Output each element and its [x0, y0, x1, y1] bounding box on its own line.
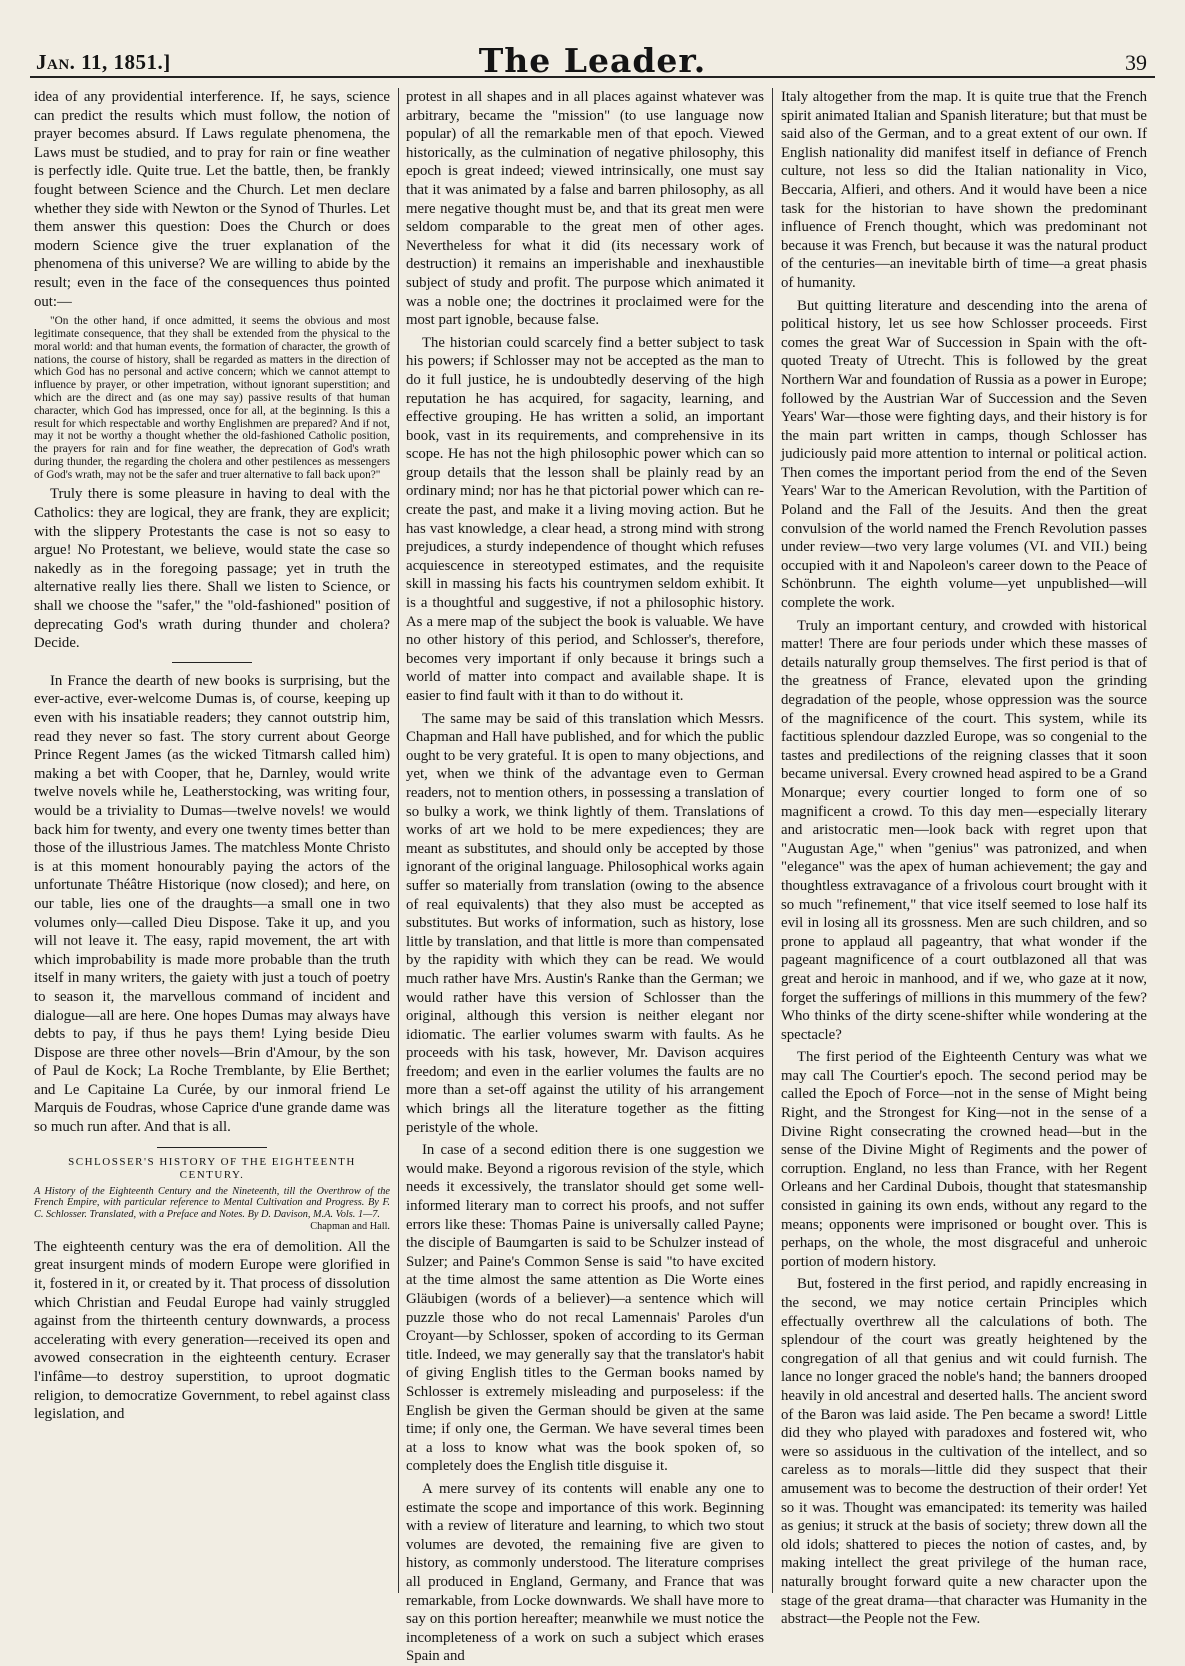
paragraph: Truly an important century, and crowded with historical matter! There are four periods under which these masses of details naturally group themselves. The first period is that of the greatness of France, elevated upon the grinding degradation of the people, whose oppression was the source of the magnificence of the court. This system, while its factitious splendour dazzled Europe, was so congenial to the tastes and predilections of the reigning classes that it soon became universal. Every crowned head aspired to be a Grand Monarque; every courtier longed to form one of so magnificent a crowd. To this day men—especially literary and aristocratic men—look back with regret upon that "Augustan Age," when "genius" was patronized, and when "elegance" was the apex of human achievement; the gay and thoughtless extravagance of a frivolous court brought with it so much "refinement," that vice itself seemed to lose half its evil in losing all its grossness. Men are such children, and so prone to applaud all pageantry, that what wonder if the pageant magnificence of a court outblazoned all that was great and heroic in manhood, and if we, who gaze at it now, forget the sufferings of millions in this mummery of the few? Who thinks of the dirty scene-shifter while wondering at the spectacle? [781, 617, 1147, 1043]
column-1 [34, 88, 390, 1590]
column-2 [406, 88, 764, 1665]
separator-rule [172, 662, 252, 663]
paragraph: idea of any providential interference. If, he says, science can predict the results which must follow, the notion of prayer becomes absurd. If Laws regulate phenomena, the Laws must be studied, and to pray for rain or fine weather is perfectly idle. Quite true. Let the battle, then, be frankly fought between Science and the Church. Let men declare whether they side with Newton or the Synod of Thurles. Let them answer this question: Does the Church or does modern Science give the truer explanation of the phenomena of this universe? We are willing to abide by the result; even in the face of the consequences thus pointed out:— [34, 89, 391, 310]
paragraph: The eighteenth century was the era of demolition. All the great insurgent minds of modern Europe were glorified in it, fostered in it, or created by it. That process of dissolution which Christian and Feudal Europe had vainly struggled against from the thirteenth century downwards, a process accelerating with every generation—received its open and avowed consecration in the eighteenth century. Ecraser l'infâme—to destroy superstition, to uproot dogmatic religion, to democratize Government, to rebel against class legislation, and [34, 1238, 390, 1423]
citation-text: A History of the Eighteenth Century and the Nineteenth, till the Overthrow of the French Empire, with particular reference to Mental Cultivation and Progress. By F. C. Schlosser. Translated, with a Preface and Notes. By D. Davison, M.A. Vols. 1—7. [34, 1185, 390, 1221]
paragraph: In France the dearth of new books is surprising, but the ever-active, ever-welcome Dumas is, of course, keeping up even with his insatiable readers; they cannot outstrip him, read they never so fast. The story current about George Prince Regent James (as the wicked Titmarsh called him) making a bet with Cooper, that he, Darnley, would write twelve novels while he, Leatherstocking, was writing four, would be a triviality to Dumas—twelve novels! we would back him for twenty, and every one twenty times better than those of the illustrious James. The matchless Monte Christo is at this moment honourably paying the actors of the unfortunate Théâtre Historique (now closed); and here, on our table, lies one of the draughts—a small one in two volumes only—called Dieu Dispose. Take it up, and you will not leave it. The easy, rapid movement, the art with which improbability is made more probable than the truth itself in many writers, the gaiety with just a touch of poetry to season it, the marvellous command of incident and dialogue—all are here. One hopes Dumas may always have debts to pay, if thus he pays them! Lying beside Dieu Dispose are three other novels—Brin d'Amour, by the son of Paul de Kock; La Roche Tremblante, by Elie Berthet; and Le Capitaine La Curée, by our inmoral friend Le Marquis de Foudras, whose Caprice d'une grande dame was so much run after. And that is all. [34, 672, 390, 1136]
issue-date: Jan. 11, 1851.] [36, 50, 171, 74]
paragraph: The historian could scarcely find a better subject to task his powers; if Schlosser may not be accepted as the man to do it full justice, he is undoubtedly deserving of the high reputation he has acquired, for sagacity, learning, and effective grouping. He has written a solid, an important book, vast in its requirements, and comprehensive in its scope. He has not the high philosophic power which can so group details that the lesson shall be plainly read by an ordinary mind; nor has he that pictorial power which can re-create the past, and make it a living moving action. But he has vast knowledge, a clear head, a strong mind with strong prejudices, a sturdy independence of thought which refuses acquiescence in stereotyped estimates, and the requisite skill in massing his facts his countrymen seldom exhibit. It is a thoughtful and suggestive, if not a philosophic history. As a mere map of the subject the book is valuable. We have no other history of this period, and Schlosser's, therefore, becomes very important if only because it brings such a world of matter into compact and available shape. It is easier to find fault with it than to do without it. [406, 334, 764, 704]
paragraph: Truly there is some pleasure in having to deal with the Catholics: they are logical, they are frank, they are explicit; with the slippery Protestants the case is not so easy to argue! No Protestant, we believe, would state the case so nakedly as in the foregoing passage; yet in truth the alternative really lies there. Shall we listen to Science, or shall we choose the "safer," the "old-fashioned" position of deprecating God's wrath during thunder and cholera? Decide. [34, 486, 390, 652]
column-3 [781, 88, 1147, 1628]
section-title: SCHLOSSER'S HISTORY OF THE EIGHTEENTH CENTURY. [68, 1155, 356, 1181]
book-citation [34, 1186, 390, 1233]
publisher: Chapman and Hall. [310, 1221, 390, 1233]
page-number: 39 [1125, 50, 1147, 75]
page-header [30, 40, 1155, 78]
paragraph: But, fostered in the first period, and rapidly encreasing in the second, we may notice certain Principles which effectually overthrew all the calculations of both. The splendour of the court was greatly heightened by the congregation of all that genius and wit could furnish. The lance no longer graced the noble's hand; the banners drooped heavily in old ancestral and deserted halls. The ancient sword of the Baron was laid aside. The Pen became a sword! Little did they who played with paradoxes and fostered wit, who were so assiduous in the cultivation of the intellect, and so careless as to morals—little did they suspect that their amusement was to become the destruction of their order! Yet so it was. Thought was emancipated: its temerity was hailed as genius; it struck at the basis of society; threw down all the old idols; shattered to pieces the notion of castes, and, by making intellect the great privilege of the human race, naturally brought forward quite a new character upon the stage of the great drama—that character was Humanity in the abstract—the People not the Few. [781, 1276, 1147, 1628]
block-quote: "On the other hand, if once admitted, it seems the obvious and most legitimate consequence, that they shall be extended from the physical to the moral world: and that human events, the formation of character, the growth of nations, the course of history, shall be regarded as matters in the direction of which God has no personal and active concern; which we cannot attempt to influence by prayer, or other impetration, without ignorant superstition; and which are the direct and (as one may say) passive results of that human character, which God has impressed, once for all, at the beginning. Is this a result for which respectable and worthy Englishmen are prepared? And if not, may it not be worthy a thought whether the old-fashioned Catholic position, the prayers for rain and for fine weather, the deprecation of God's wrath during thunder, the regarding the cholera and other pestilences as messengers of God's wrath, may not be the safer and truer alternative to fall back upon?" [34, 315, 390, 481]
paragraph: But quitting literature and descending into the arena of political history, let us see how Schlosser proceeds. First comes the great War of Succession in Spain with the oft-quoted Treaty of Utrecht. This is followed by the great Northern War and foundation of Russia as a power in Europe; followed by the Austrian War of Succession and the Seven Years' War—those were fighting days, and their history is for the main part written in camps, though Schlosser has judiciously paid more attention to internal or political action. Then comes the important period from the end of the Seven Years' War to the American Revolution, with the Partition of Poland and the Fall of the Jesuits. And then the great convulsion of the world named the French Revolution passes under review—two very large volumes (VI. and VII.) being occupied with it and Napoleon's career down to the Peace of Schönbrunn. The eighth volume—yet unpublished—will complete the work. [781, 297, 1147, 612]
paragraph: The same may be said of this translation which Messrs. Chapman and Hall have published, and for which the public ought to be very grateful. It is open to many objections, and yet, when we think of the advantage even to German readers, not to mention others, in possessing a translation of so bulky a work, we think lightly of them. Translations of works of art we hold to be mere expediences; they are meant as substitutes, and should only be accepted by those ignorant of the original language. Philosophical works again suffer so materially from translation (owing to the absence of real equivalents) that they also must be accepted as substitutes. But works of information, such as history, lose little by translation, and that little is more than compensated by the rapidity with which they can be read. We would much rather have Mrs. Austin's Ranke than the German; we would rather have this version of Schlosser than the original, although this version is neither elegant nor idiomatic. The earlier volumes swarm with faults. As he proceeds with his task, however, Mr. Davison acquires freedom; and even in the earlier volumes the faults are no more than a set-off against the utility of his arrangement which brings all the literature together as the fitting peristyle of the whole. [406, 710, 764, 1136]
paragraph: Italy altogether from the map. It is quite true that the French spirit animated Italian and Spanish literature; but that must be said also of the German, and to a great extent of our own. If English nationality did manifest itself in defiance of French culture, not less so did the Italian nationality in Vico, Beccaria, Alfieri, and others. And it would have been a nice task for the historian to have shown the predominant influence of French thought, which was predominant not because it was French, but because it was the natural product of the centuries—an inevitable birth of time—a great phasis of humanity. [781, 89, 1147, 291]
column-divider [772, 88, 773, 1593]
paragraph: protest in all shapes and in all places against whatever was arbitrary, became the "mission" (to use language now popular) of all the remarkable men of that epoch. Viewed historically, as the culmination of negative philosophy, this epoch is great indeed; viewed intrinsically, one must say that it was animated by a false and barren philosophy, as all mere negative thought must be, and that its great men were seldom comparable to the great men of other ages. Nevertheless for what it did (its necessary work of destruction) it remains an imperishable and inexhaustible subject of study and profit. The purpose which animated it was a noble one; the doctrines it proclaimed were for the most part ignoble, because false. [406, 89, 764, 329]
paragraph: In case of a second edition there is one suggestion we would make. Beyond a rigorous revision of the style, which needs it excessively, the translator should get some well-informed literary man to correct his proofs, and not suffer errors like these: Thomas Paine is universally called Payne; the disciple of Baumgarten is said to be Schulzer instead of Sulzer; and Paine's Common Sense is said "to have excited at the time almost the same attention as Die Worte eines Gläubigen (words of a believer)—a sentence which will puzzle those who do not recal Lamennais' Paroles d'un Croyant—by Schlosser, spoken of according to its German title. Indeed, we may generally say that the translator's habit of giving English titles to the German books named by Schlosser is extremely misleading and purposeless: if the English be given the German should be given at the same time; if only one, the German. We have several times been at a loss to know what was the book spoken of, so completely does the English title disguise it. [406, 1142, 764, 1475]
separator-rule [157, 1147, 267, 1148]
column-divider [398, 88, 399, 1593]
paragraph: A mere survey of its contents will enable any one to estimate the scope and importance of this work. Beginning with a review of literature and learning, to which two stout volumes are devoted, the remaining five are given to history, as commonly understood. The literature comprises all produced in England, Germany, and France that was remarkable, from Locke downwards. We shall have more to say on this portion hereafter; meanwhile we must notice the incompleteness of a work on such a subject which erases Spain and [406, 1480, 764, 1665]
masthead-title: The Leader. [478, 41, 707, 80]
paragraph: The first period of the Eighteenth Century was what we may call The Courtier's epoch. The second period may be called the Epoch of Force—not in the sense of Might being Right, and the Strongest for King—not in the sense of a Divine Right consecrating the crowned head—but in the sense of the Divine Might of Regiments and the power of corruption. England, no less than France, with her Regent Orleans and her Cardinal Dubois, thought that statesmanship consisted in gaining its own ends, without any regard to the means; opponents were imprisoned or bought over. This is perhaps, on the whole, the most disgraceful and unheroic portion of modern history. [781, 1049, 1147, 1270]
